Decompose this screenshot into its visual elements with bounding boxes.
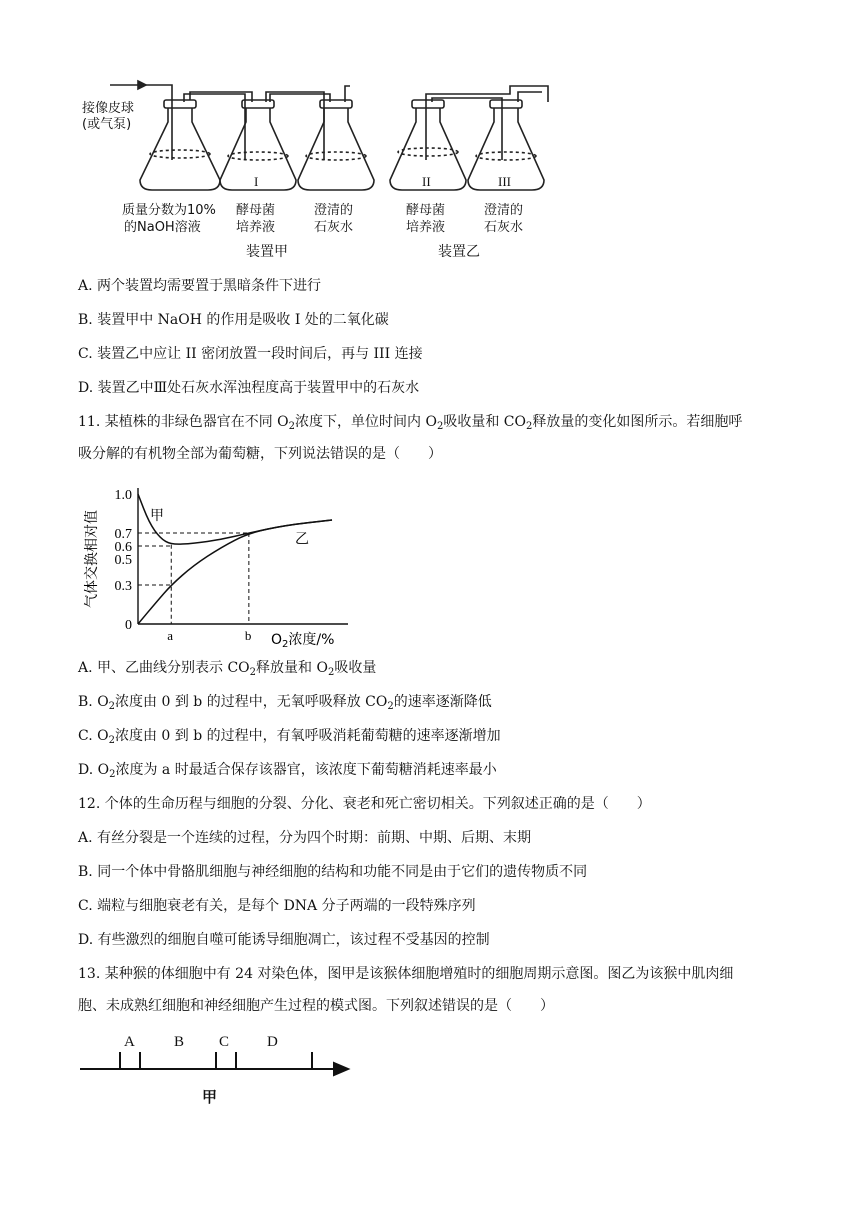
- q11-opt-a-sub-1: 2: [249, 667, 257, 678]
- yeast-label-1: 酵母菌: [236, 203, 276, 218]
- cycle-caption: 甲: [202, 1088, 218, 1106]
- q11-opt-c-sub-1: 2: [108, 735, 115, 746]
- x-tick-label: b: [244, 628, 252, 643]
- cell-cycle-figure: [78, 1028, 358, 1112]
- q11-opt-c-1: C. O: [78, 728, 109, 744]
- q11-opt-a-1: A. 甲、乙曲线分别表示 CO: [78, 660, 250, 676]
- q11-opt-b-2: 浓度由 0 到 b 的过程中，无氧呼吸释放 CO: [115, 694, 388, 710]
- y-tick-label: 0.6: [114, 540, 132, 555]
- q11-opt-b-3: 的速率逐渐降低: [393, 694, 492, 710]
- q13-stem-line-1: 13. 某种猴的体细胞中有 24 对染色体，图甲是该猴体细胞增殖时的细胞周期示意图。图乙为该猴中肌肉细: [78, 966, 734, 982]
- q13-stem-line-2: 胞、未成熟红细胞和神经细胞产生过程的模式图。下列叙述错误的是（ ）: [78, 998, 554, 1014]
- device-b-label: 装置乙: [438, 244, 480, 260]
- q12-option-b: B. 同一个体中骨骼肌细胞与神经细胞的结构和功能不同是由于它们的遗传物质不同: [78, 864, 588, 880]
- q11-opt-b-sub-1: 2: [108, 701, 116, 712]
- y-axis-label: 气体交换相对值: [84, 510, 100, 608]
- cycle-label-c: C: [219, 1034, 230, 1050]
- q12-option-d: D. 有些激烈的细胞自噬可能诱导细胞凋亡，该过程不受基因的控制: [78, 932, 490, 948]
- y-tick-label: 0.5: [114, 553, 132, 568]
- x-axis-label: $O_2$浓度/%: [271, 632, 335, 648]
- q12-option-c: C. 端粒与细胞衰老有关，是每个 DNA 分子两端的一段特殊序列: [78, 898, 476, 914]
- q11-sub-1: 2: [288, 421, 296, 432]
- series-label-jia: 甲: [150, 508, 164, 524]
- device-a-label: 装置甲: [246, 244, 288, 260]
- flask-label-iii: III: [498, 174, 511, 189]
- q10-option-d: D. 装置乙中Ⅲ处石灰水浑浊程度高于装置甲中的石灰水: [78, 380, 420, 396]
- q12-option-a: A. 有丝分裂是一个连续的过程，分为四个时期：前期、中期、后期、末期: [78, 830, 532, 846]
- q11-opt-d-2: 浓度为 a 时最适合保存该器官，该浓度下葡萄糖消耗速率最小: [115, 762, 497, 778]
- q11-stem-line-2: 吸分解的有机物全部为葡萄糖，下列说法错误的是（ ）: [78, 446, 442, 462]
- x-tick-label: a: [167, 628, 174, 643]
- q11-sub-3: 2: [525, 421, 533, 432]
- y-tick-label: 0.3: [114, 579, 132, 594]
- y-tick-label: 0.7: [114, 527, 132, 542]
- q11-opt-b-sub-2: 2: [387, 701, 394, 712]
- q11-opt-a-3: 吸收量: [334, 660, 377, 676]
- q11-opt-c-2: 浓度由 0 到 b 的过程中，有氧呼吸消耗葡萄糖的速率逐渐增加: [114, 728, 501, 744]
- lime-label-1: 澄清的: [314, 203, 354, 218]
- naoh-label-2: 的NaOH溶液: [124, 220, 201, 235]
- q11-stem-1b: 浓度下，单位时间内 O: [295, 414, 437, 430]
- q11-opt-b-1: B. O: [78, 694, 109, 710]
- yeast-label-4: 培养液: [406, 220, 446, 235]
- q11-option-d: [78, 760, 497, 785]
- q11-option-c: [78, 726, 501, 751]
- cycle-label-b: B: [174, 1034, 185, 1050]
- q11-stem-1a: 11. 某植株的非绿色器官在不同 O: [78, 414, 289, 430]
- series-label-yi: 乙: [295, 531, 310, 548]
- cycle-label-a: A: [124, 1034, 135, 1050]
- cycle-label-d: D: [267, 1034, 278, 1050]
- q10-option-b: B. 装置甲中 NaOH 的作用是吸收 I 处的二氧化碳: [78, 312, 389, 328]
- apparatus-figure: [80, 72, 560, 268]
- q11-opt-a-sub-2: 2: [327, 667, 335, 678]
- lime-label-4: 石灰水: [484, 220, 524, 235]
- q12-stem: 12. 个体的生命历程与细胞的分裂、分化、衰老和死亡密切相关。下列叙述正确的是（ ）: [78, 796, 651, 812]
- q11-stem-line-1: [78, 412, 742, 437]
- gas-exchange-chart: [78, 476, 358, 648]
- flask-label-i: I: [254, 174, 259, 189]
- q11-option-b: [78, 692, 492, 717]
- yeast-label-3: 酵母菌: [406, 203, 446, 218]
- y-tick-label: 1.0: [114, 488, 132, 503]
- q11-opt-a-2: 释放量和 O: [256, 660, 328, 676]
- y-tick-label: 0: [125, 618, 132, 633]
- q11-stem-1d: 释放量的变化如图所示。若细胞呼: [532, 414, 743, 430]
- q10-option-c: C. 装置乙中应让 II 密闭放置一段时间后，再与 III 连接: [78, 346, 423, 362]
- pump-label-2: (或气泵): [82, 117, 132, 132]
- q11-sub-2: 2: [436, 421, 444, 432]
- q11-opt-d-sub-1: 2: [109, 769, 116, 780]
- q11-opt-d-1: D. O: [78, 762, 110, 778]
- q10-option-a: A. 两个装置均需要置于黑暗条件下进行: [78, 278, 322, 294]
- q11-option-a: [78, 658, 376, 683]
- naoh-label-1: 质量分数为10%: [122, 203, 216, 218]
- lime-label-3: 澄清的: [484, 203, 524, 218]
- yeast-label-2: 培养液: [236, 220, 276, 235]
- pump-label-1: 接像皮球: [82, 101, 135, 116]
- q11-stem-1c: 吸收量和 CO: [443, 414, 526, 430]
- lime-label-2: 石灰水: [314, 220, 354, 235]
- flask-label-ii: II: [422, 174, 431, 189]
